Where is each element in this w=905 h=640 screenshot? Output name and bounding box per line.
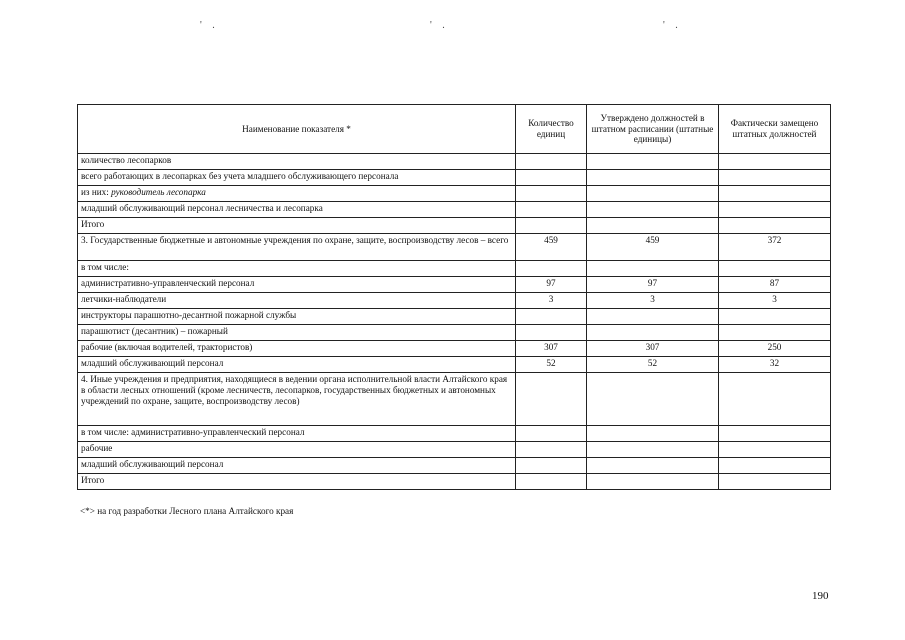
row-actual: [719, 442, 831, 458]
table-row: [78, 293, 831, 309]
row-name-italic: руководитель лесопарка: [111, 187, 206, 197]
row-name: 4. Иные учреждения и предприятия, находящиеся в ведении органа исполнительной власти Алтайского края в области лесных отношений (кроме лесничеств, лесопарков, государственных бюджетных и автономных учреждений по охране, защите, воспроизводству лесов): [78, 373, 516, 426]
row-count: [516, 426, 587, 442]
row-name: всего работающих в лесопарках без учета младшего обслуживающего персонала: [78, 170, 516, 186]
page-number: 190: [812, 590, 829, 602]
row-actual: [719, 261, 831, 277]
row-actual: [719, 474, 831, 490]
row-actual: 32: [719, 357, 831, 373]
table-row: [78, 357, 831, 373]
table-row: [78, 186, 831, 202]
row-count: [516, 325, 587, 341]
row-approved: [587, 325, 719, 341]
row-count: [516, 202, 587, 218]
row-name: Итого: [78, 474, 516, 490]
top-mark: ' .: [430, 20, 449, 31]
row-actual: [719, 325, 831, 341]
row-name-prefix: из них:: [81, 187, 112, 197]
row-name: младший обслуживающий персонал: [78, 458, 516, 474]
header-count: Количество единиц: [516, 105, 587, 154]
row-approved: [587, 186, 719, 202]
table-row: [78, 170, 831, 186]
table-row: [78, 325, 831, 341]
header-actual: Фактически замещено штатных должностей: [719, 105, 831, 154]
row-actual: [719, 426, 831, 442]
row-name: 3. Государственные бюджетные и автономные учреждения по охране, защите, воспроизводству лесов – всего: [78, 234, 516, 261]
table-row: [78, 234, 831, 261]
header-name: Наименование показателя *: [78, 105, 516, 154]
row-actual: 3: [719, 293, 831, 309]
row-approved: 3: [587, 293, 719, 309]
row-name: младший обслуживающий персонал: [78, 357, 516, 373]
table-header-row: [78, 105, 831, 154]
row-approved: [587, 309, 719, 325]
table-row: [78, 277, 831, 293]
row-actual: [719, 373, 831, 426]
top-mark: ' .: [200, 20, 219, 31]
table-row: [78, 474, 831, 490]
table-row: [78, 341, 831, 357]
row-approved: 459: [587, 234, 719, 261]
row-name: Итого: [78, 218, 516, 234]
row-name: в том числе: административно-управленческий персонал: [78, 426, 516, 442]
table-row: [78, 458, 831, 474]
table-row: [78, 202, 831, 218]
row-count: [516, 170, 587, 186]
header-approved: Утверждено должностей в штатном расписании (штатные единицы): [587, 105, 719, 154]
table-row: [78, 373, 831, 426]
row-count: 97: [516, 277, 587, 293]
row-approved: [587, 218, 719, 234]
row-name: парашютист (десантник) – пожарный: [78, 325, 516, 341]
row-approved: [587, 373, 719, 426]
row-approved: [587, 154, 719, 170]
table-row: [78, 309, 831, 325]
row-actual: [719, 170, 831, 186]
row-approved: 52: [587, 357, 719, 373]
table-row: [78, 154, 831, 170]
row-name: административно-управленческий персонал: [78, 277, 516, 293]
row-actual: 250: [719, 341, 831, 357]
row-count: [516, 373, 587, 426]
row-approved: [587, 261, 719, 277]
row-count: 307: [516, 341, 587, 357]
row-actual: [719, 309, 831, 325]
row-count: [516, 261, 587, 277]
table-row: [78, 218, 831, 234]
row-approved: [587, 170, 719, 186]
row-name: рабочие: [78, 442, 516, 458]
row-approved: 97: [587, 277, 719, 293]
row-count: [516, 218, 587, 234]
table-row: [78, 261, 831, 277]
row-count: [516, 309, 587, 325]
row-count: [516, 154, 587, 170]
row-count: [516, 186, 587, 202]
row-actual: [719, 186, 831, 202]
row-count: 3: [516, 293, 587, 309]
row-name: рабочие (включая водителей, трактористов): [78, 341, 516, 357]
top-mark: ' .: [663, 20, 682, 31]
row-actual: 87: [719, 277, 831, 293]
footnote: <*> на год разработки Лесного плана Алтайского края: [80, 506, 294, 516]
row-actual: [719, 202, 831, 218]
row-approved: [587, 458, 719, 474]
row-approved: [587, 474, 719, 490]
row-name: летчики-наблюдатели: [78, 293, 516, 309]
row-name: [78, 186, 516, 202]
staffing-table: [77, 104, 831, 490]
row-count: [516, 474, 587, 490]
row-actual: 372: [719, 234, 831, 261]
row-actual: [719, 458, 831, 474]
row-name: в том числе:: [78, 261, 516, 277]
row-count: 459: [516, 234, 587, 261]
row-approved: [587, 426, 719, 442]
top-marks: [0, 20, 905, 34]
row-approved: [587, 442, 719, 458]
row-count: 52: [516, 357, 587, 373]
row-approved: 307: [587, 341, 719, 357]
row-count: [516, 442, 587, 458]
row-name: количество лесопарков: [78, 154, 516, 170]
row-actual: [719, 154, 831, 170]
row-name: младший обслуживающий персонал лесничества и лесопарка: [78, 202, 516, 218]
row-approved: [587, 202, 719, 218]
row-count: [516, 458, 587, 474]
row-name: инструкторы парашютно-десантной пожарной службы: [78, 309, 516, 325]
row-actual: [719, 218, 831, 234]
table-row: [78, 442, 831, 458]
table-row: [78, 426, 831, 442]
